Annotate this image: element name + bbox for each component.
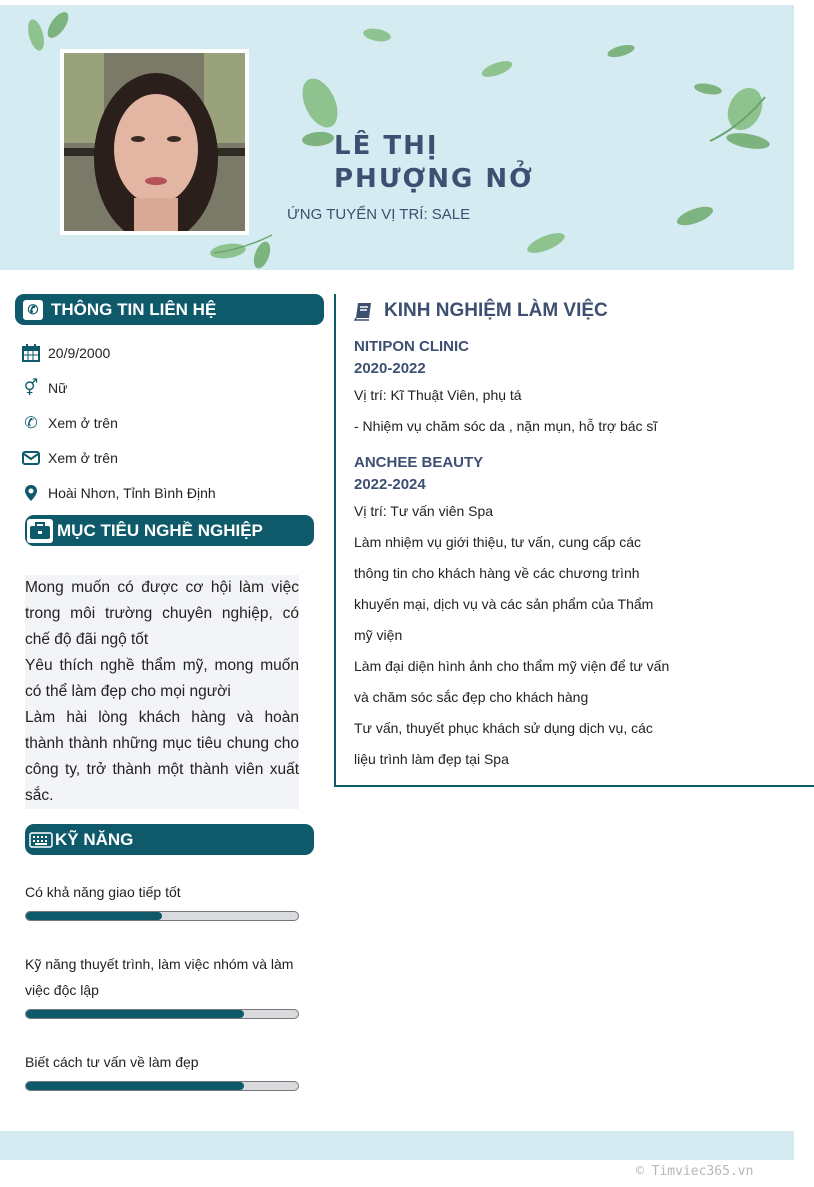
portrait-illustration-icon (64, 53, 245, 231)
skill-label: Kỹ năng thuyết trình, làm việc nhóm và làm việc độc lập (25, 956, 294, 998)
copyright-text: © Timviec365.vn (636, 1164, 754, 1179)
skill-progress-fill (26, 1010, 244, 1018)
objective-paragraph: Mong muốn có được cơ hội làm việc trong môi trường chuyên nghiệp, có chế độ đãi ngộ tốt (25, 575, 299, 653)
leaf-decoration-icon (690, 77, 780, 157)
skill-progress-bar (25, 1009, 299, 1019)
job-detail-line: Vị trí: Tư vấn viên Spa (354, 503, 494, 519)
calendar-icon (20, 343, 42, 363)
phone-icon: ✆ (23, 300, 43, 320)
job-period: 2020-2022 (354, 360, 426, 377)
skill-progress-fill (26, 912, 162, 920)
skills-section-title: KỸ NĂNG (55, 829, 134, 849)
skill-progress-bar (25, 911, 299, 921)
map-pin-icon (20, 483, 42, 503)
job-company-name: NITIPON CLINIC (354, 338, 469, 355)
job-period: 2022-2024 (354, 476, 426, 493)
job-company-name: ANCHEE BEAUTY (354, 454, 484, 471)
envelope-icon (20, 448, 42, 468)
skill-label: Có khả năng giao tiếp tốt (25, 884, 181, 900)
job-company (354, 452, 483, 496)
contact-email (20, 448, 118, 468)
name-line-1: LÊ THỊ (334, 131, 439, 161)
contact-section-header (15, 294, 324, 325)
gender-icon: ⚥ (23, 380, 39, 397)
objective-paragraph: Yêu thích nghề thẩm mỹ, mong muốn có thể làm đẹp cho mọi người (25, 653, 299, 705)
contact-gender (20, 378, 67, 398)
experience-section-header (354, 300, 608, 322)
leaf-decoration-icon (360, 25, 394, 45)
job-detail-line: thông tin cho khách hàng về các chương trình (354, 565, 640, 581)
email-value: Xem ở trên (48, 450, 118, 466)
footer-band (0, 1131, 794, 1160)
phone-icon: ✆ (24, 415, 38, 432)
keyboard-icon (29, 832, 53, 848)
job-detail-line: Vị trí: Kĩ Thuật Viên, phụ tá (354, 387, 522, 403)
objective-section-header (25, 515, 314, 546)
objective-text (25, 575, 299, 809)
gender-value: Nữ (48, 380, 68, 396)
objective-section-title: MỤC TIÊU NGHỀ NGHIỆP (57, 520, 263, 540)
skill-progress-fill (26, 1082, 244, 1090)
leaf-decoration-icon (478, 57, 516, 81)
birthday-value: 20/9/2000 (48, 345, 111, 361)
profile-photo (60, 49, 249, 235)
skill-progress-bar (25, 1081, 299, 1091)
contact-birthday (20, 343, 110, 363)
address-value: Hoài Nhơn, Tỉnh Bình Định (48, 485, 216, 501)
contact-address (20, 483, 216, 503)
experience-bottom-border (334, 785, 814, 787)
job-detail-line: Làm đại diện hình ảnh cho thẩm mỹ viện để tư vấn (354, 658, 670, 674)
name-line-2: PHƯỢNG NỞ (334, 164, 534, 194)
header-banner (0, 5, 794, 270)
candidate-name (334, 130, 534, 196)
leaf-decoration-icon (604, 41, 638, 61)
contact-section-title: THÔNG TIN LIÊN HỆ (51, 299, 217, 319)
portrait-image (64, 53, 245, 231)
leaf-decoration-icon (204, 229, 279, 270)
book-icon (354, 301, 374, 321)
skill-label: Biết cách tư vấn về làm đẹp (25, 1054, 199, 1070)
job-detail-line: khuyến mại, dịch vụ và các sản phẩm của Thẩm (354, 596, 654, 612)
job-detail-line: mỹ viện (354, 627, 403, 643)
experience-section-title: KINH NGHIỆM LÀM VIỆC (384, 300, 608, 321)
phone-value: Xem ở trên (48, 415, 118, 431)
job-detail-line: liệu trình làm đẹp tại Spa (354, 751, 509, 767)
contact-phone (20, 413, 118, 433)
leaf-decoration-icon (672, 203, 718, 229)
job-detail-line: - Nhiệm vụ chăm sóc da , nặn mụn, hỗ trợ bác sĩ (354, 418, 658, 434)
column-divider (334, 294, 336, 787)
job-detail-line: Tư vấn, thuyết phục khách sử dụng dịch vụ, các (354, 720, 653, 736)
briefcase-icon (27, 519, 53, 543)
skills-section-header (25, 824, 314, 855)
applied-position: ỨNG TUYỂN VỊ TRÍ: SALE (287, 206, 471, 223)
job-company (354, 336, 469, 380)
job-detail-line: Làm nhiệm vụ giới thiệu, tư vấn, cung cấp các (354, 534, 642, 550)
job-detail-line: và chăm sóc sắc đẹp cho khách hàng (354, 689, 589, 705)
objective-paragraph: Làm hài lòng khách hàng và hoàn thành thành những mục tiêu chung cho công ty, trở thành một thành viên xuất sắc. (25, 705, 299, 809)
leaf-decoration-icon (522, 229, 570, 257)
